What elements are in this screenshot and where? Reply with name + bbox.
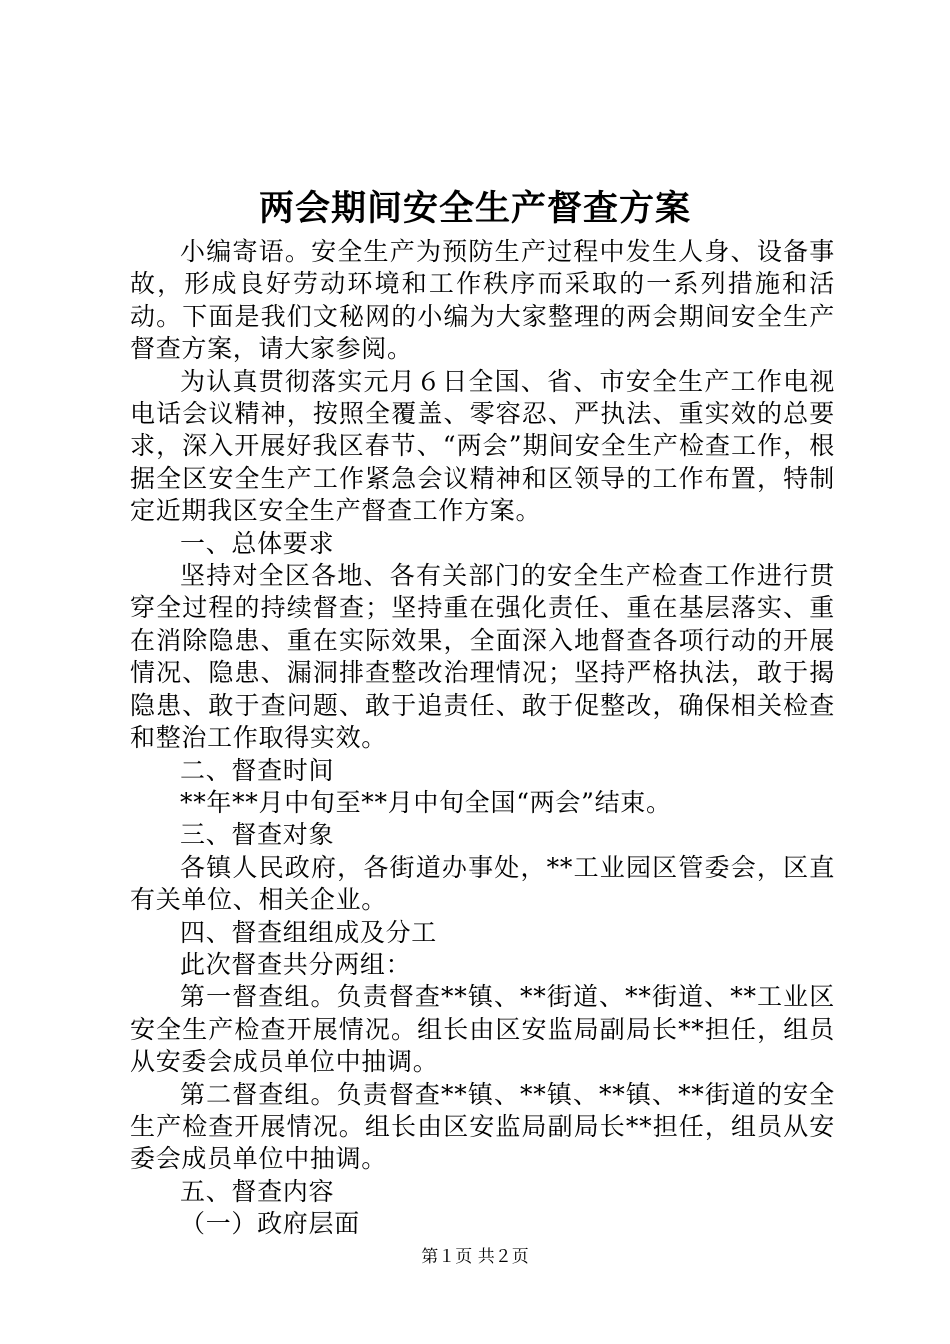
paragraph-team-two: 第二督查组。负责督查**镇、**镇、**镇、**街道的安全生产检查开展情况。组长由区安监局副局长**担任，组员从安委会成员单位中抽调。 bbox=[130, 1079, 835, 1174]
paragraph-inspection-targets: 各镇人民政府，各街道办事处，**工业园区管委会，区直有关单位、相关企业。 bbox=[130, 852, 835, 915]
section-heading-inspection-targets: 三、督查对象 bbox=[180, 820, 335, 850]
subsection-heading-government-level: （一）政府层面 bbox=[180, 1209, 360, 1239]
paragraph-general-requirements: 坚持对全区各地、各有关部门的安全生产检查工作进行贯穿全过程的持续督查；坚持重在强化责任、重在基层落实、重在消除隐患、重在实际效果，全面深入地督查各项行动的开展情况、隐患、漏洞排查整改治理情况；坚持严格执法，敢于揭隐患、敢于查问题、敢于追责任、敢于促整改，确保相关检查和整治工作取得实效。 bbox=[130, 561, 835, 753]
paragraph-inspection-time: **年**月中旬至**月中旬全国“两会”结束。 bbox=[180, 787, 672, 817]
section-heading-inspection-content: 五、督查内容 bbox=[180, 1176, 335, 1206]
section-heading-inspection-time: 二、督查时间 bbox=[180, 755, 335, 785]
paragraph-purpose: 为认真贯彻落实元月６日全国、省、市安全生产工作电视电话会议精神，按照全覆盖、零容忍、严执法、重实效的总要求，深入开展好我区春节、“两会”期间安全生产检查工作，根据全区安全生产工作紧急会议精神和区领导的工作布置，特制定近期我区安全生产督查工作方案。 bbox=[130, 366, 835, 526]
section-heading-general-requirements: 一、总体要求 bbox=[180, 528, 335, 558]
paragraph-intro: 小编寄语。安全生产为预防生产过程中发生人身、设备事故，形成良好劳动环境和工作秩序而采取的一系列措施和活动。下面是我们文秘网的小编为大家整理的两会期间安全生产督查方案，请大家参阅。 bbox=[130, 237, 835, 364]
paragraph-team-one: 第一督查组。负责督查**镇、**街道、**街道、**工业区安全生产检查开展情况。组长由区安监局副局长**担任，组员从安委会成员单位中抽调。 bbox=[130, 982, 835, 1077]
document-title: 两会期间安全生产督查方案 bbox=[258, 188, 691, 229]
paragraph-team-intro: 此次督查共分两组： bbox=[180, 949, 412, 979]
document-body bbox=[130, 236, 835, 1241]
page-number-footer: 第１页 共２页 bbox=[421, 1247, 529, 1267]
section-heading-team-composition: 四、督查组组成及分工 bbox=[180, 917, 438, 947]
